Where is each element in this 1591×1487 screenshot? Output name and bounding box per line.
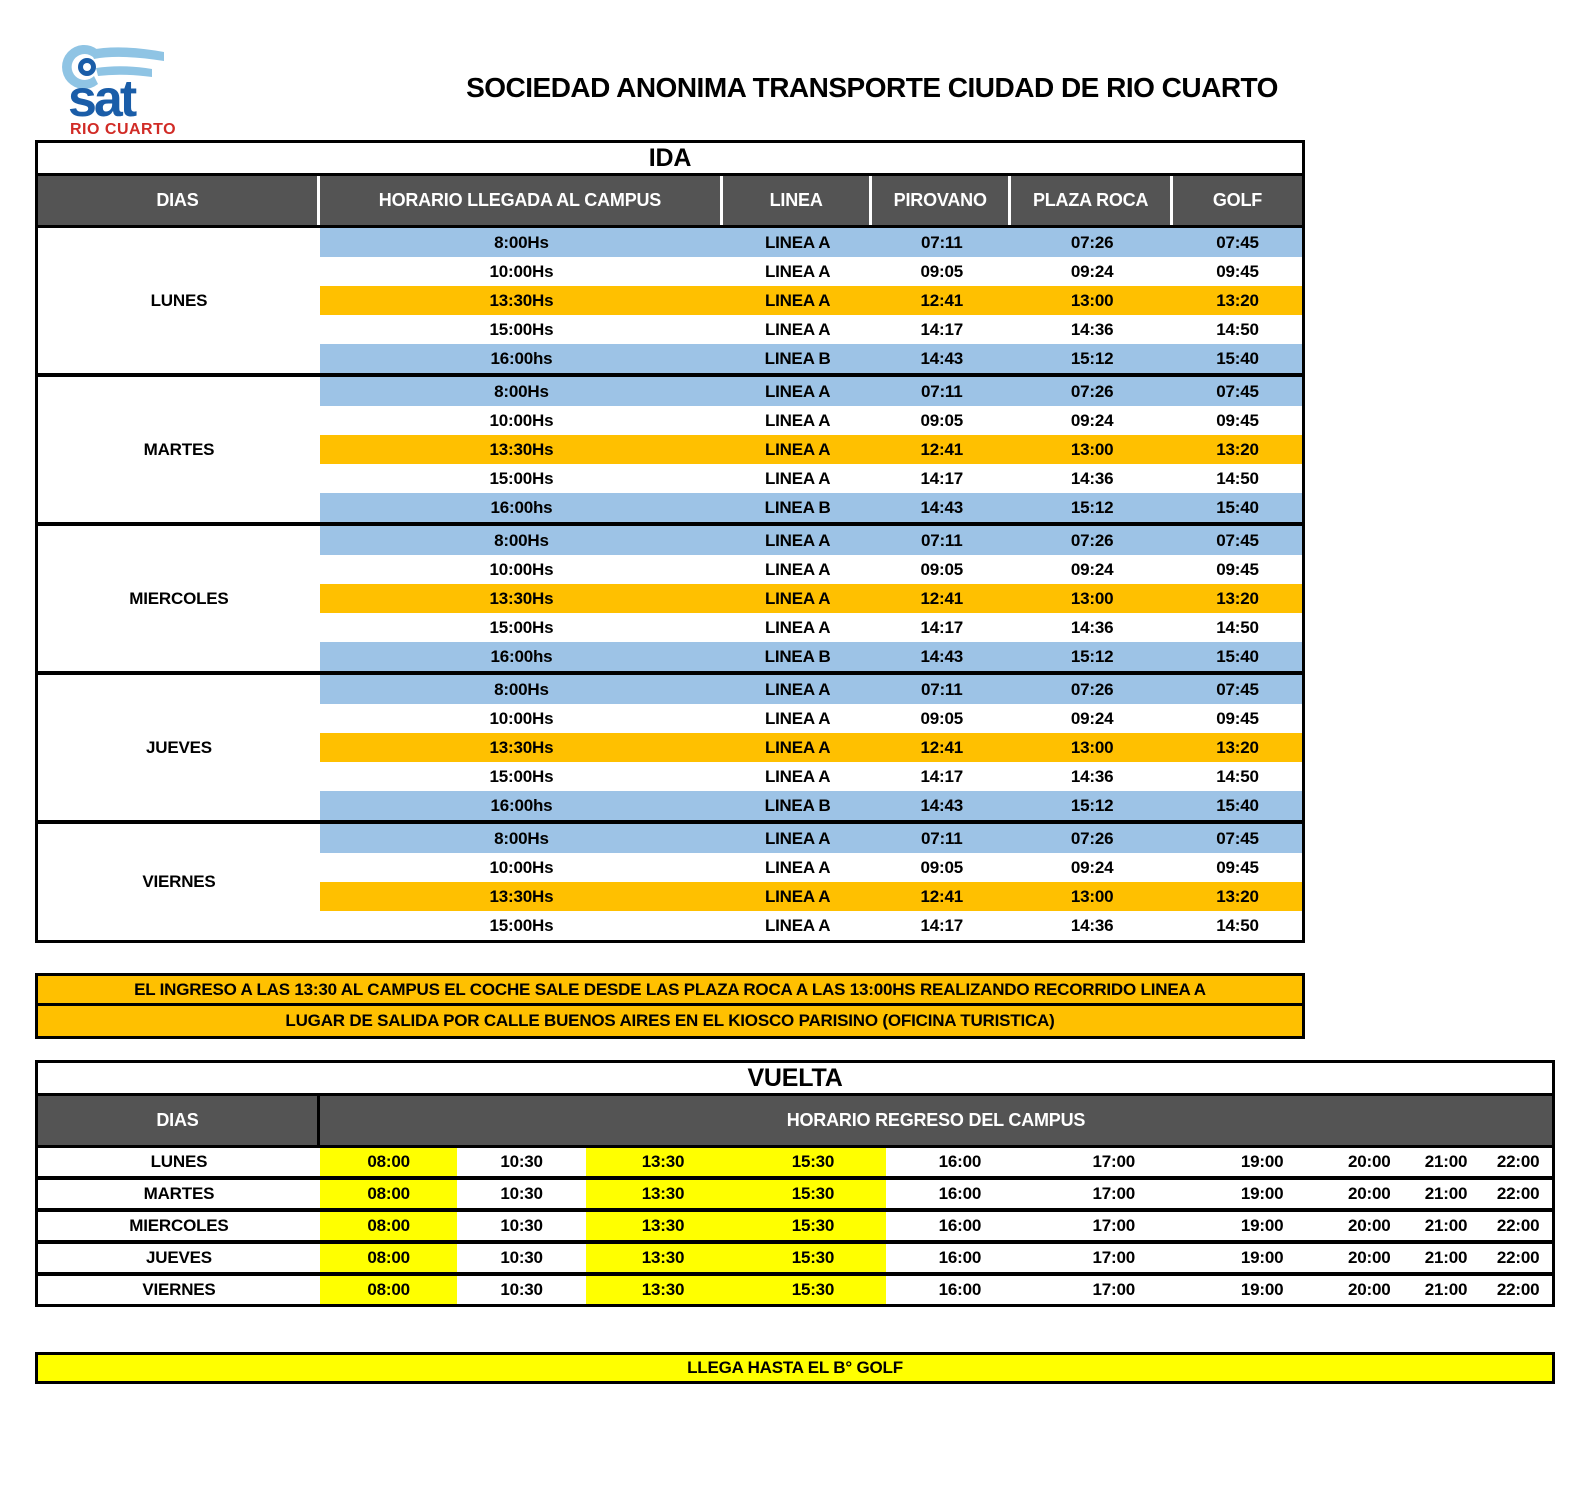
ida-cell: 09:05 [872,406,1011,435]
vuelta-time-cell: 15:30 [740,1276,885,1304]
ida-cell: 13:00 [1011,584,1173,613]
ida-cell: 07:45 [1173,377,1302,406]
ida-cell: 14:36 [1011,762,1173,791]
ida-col-header-5: GOLF [1212,190,1263,210]
ida-day-block-lunes [38,228,1302,377]
vuelta-time-cell: 15:30 [740,1148,885,1176]
ida-cell: 13:30Hs [320,584,723,613]
vuelta-time-cell: 21:00 [1424,1248,1468,1267]
ida-cell: 15:00Hs [320,315,723,344]
vuelta-time-cell: 15:30 [740,1244,885,1272]
ida-cell: 10:00Hs [320,406,723,435]
ida-cell: 07:45 [1173,824,1302,853]
ida-cell: 10:00Hs [320,555,723,584]
vuelta-time-cell: 10:30 [500,1152,543,1171]
vuelta-time-cell: 19:00 [1240,1184,1284,1203]
ida-cell: 14:36 [1011,613,1173,642]
ida-cell: 07:26 [1011,675,1173,704]
ida-day-block-jueves [38,675,1302,824]
ida-cell: 07:11 [872,675,1011,704]
vuelta-time-cell: 08:00 [320,1180,457,1208]
ida-cell: 10:00Hs [320,853,723,882]
vuelta-time-cell: 13:30 [586,1244,740,1272]
ida-cell: 07:11 [872,377,1011,406]
ida-cell: 07:45 [1173,228,1302,257]
ida-cell: 13:30Hs [320,733,723,762]
ida-cell: 07:26 [1011,228,1173,257]
vuelta-time-cell: 20:00 [1348,1280,1391,1299]
vuelta-row-martes [38,1180,1552,1208]
vuelta-time-cell: 15:30 [740,1212,885,1240]
vuelta-time-cell: 10:30 [500,1248,543,1267]
vuelta-time-cell: 22:00 [1496,1216,1540,1235]
ida-cell: 15:00Hs [320,762,723,791]
ida-cell: LINEA B [723,493,872,522]
day-label: VIERNES [38,824,320,940]
ida-cell: 16:00hs [320,642,723,671]
vuelta-time-cell: 16:00 [938,1248,982,1267]
vuelta-time-cell: 19:00 [1240,1248,1284,1267]
vuelta-time-cell: 22:00 [1496,1184,1540,1203]
ida-cell: 15:12 [1011,344,1173,373]
vuelta-row-miercoles [38,1212,1552,1240]
ida-cell: LINEA A [723,882,872,911]
ida-cell: 10:00Hs [320,257,723,286]
vuelta-col-header-horario: HORARIO REGRESO DEL CAMPUS [786,1110,1086,1130]
vuelta-time-cell: 08:00 [320,1148,457,1176]
ida-cell: 09:45 [1173,555,1302,584]
ida-cell: 13:30Hs [320,435,723,464]
notice-line-2: LUGAR DE SALIDA POR CALLE BUENOS AIRES EN EL KIOSCO PARISINO (OFICINA TURISTICA) [285,1011,1055,1030]
ida-cell: 09:24 [1011,853,1173,882]
golf-notice-bar: LLEGA HASTA EL B° GOLF [35,1352,1555,1384]
ida-cell: LINEA A [723,704,872,733]
ida-cell: LINEA A [723,733,872,762]
ida-cell: 14:43 [872,493,1011,522]
vuelta-time-cell: 19:00 [1240,1152,1284,1171]
ida-cell: LINEA A [723,675,872,704]
vuelta-time-cell: 13:30 [586,1212,740,1240]
vuelta-time-cell: 13:30 [586,1148,740,1176]
ida-cell: 12:41 [872,286,1011,315]
ida-cell: LINEA A [723,435,872,464]
ida-cell: 8:00Hs [320,824,723,853]
ida-body [38,228,1302,940]
ida-cell: LINEA A [723,406,872,435]
vuelta-day-label: JUEVES [145,1248,212,1267]
vuelta-row-viernes [38,1276,1552,1304]
ida-cell: LINEA A [723,853,872,882]
vuelta-time-cell: 16:00 [938,1152,982,1171]
ida-cell: 8:00Hs [320,526,723,555]
ida-cell: 13:00 [1011,882,1173,911]
ida-cell: 09:05 [872,704,1011,733]
ida-cell: 07:26 [1011,526,1173,555]
ida-cell: 07:26 [1011,377,1173,406]
vuelta-time-cell: 10:30 [500,1184,543,1203]
ida-cell: 07:11 [872,228,1011,257]
ida-cell: 14:17 [872,762,1011,791]
ida-cell: 12:41 [872,882,1011,911]
vuelta-time-cell: 19:00 [1240,1216,1284,1235]
ida-col-header-3: PIROVANO [872,176,1011,225]
vuelta-time-cell: 22:00 [1496,1152,1540,1171]
vuelta-row-lunes [38,1148,1552,1176]
logo-subtitle: RIO CUARTO [70,121,177,138]
ida-cell: 14:17 [872,911,1011,940]
vuelta-time-cell: 22:00 [1496,1280,1540,1299]
ida-cell: 12:41 [872,435,1011,464]
vuelta-time-cell: 17:00 [1092,1152,1135,1171]
ida-day-block-martes [38,377,1302,526]
vuelta-time-cell: 08:00 [320,1276,457,1304]
day-label: LUNES [38,228,320,373]
ida-cell: 09:24 [1011,406,1173,435]
ida-cell: 14:43 [872,791,1011,820]
vuelta-time-cell: 21:00 [1424,1280,1468,1299]
ida-cell: 09:05 [872,853,1011,882]
ida-cell: LINEA A [723,762,872,791]
ida-cell: 13:20 [1173,584,1302,613]
ida-cell: 8:00Hs [320,377,723,406]
ida-cell: LINEA A [723,257,872,286]
ida-cell: 15:12 [1011,642,1173,671]
ida-cell: 09:24 [1011,257,1173,286]
vuelta-time-cell: 20:00 [1348,1216,1391,1235]
ida-cell: 14:50 [1173,911,1302,940]
vuelta-day-label: LUNES [150,1152,208,1171]
ida-cell: LINEA A [723,286,872,315]
ida-cell: 8:00Hs [320,675,723,704]
ida-cell: 15:40 [1173,642,1302,671]
ida-cell: 13:00 [1011,435,1173,464]
vuelta-time-cell: 21:00 [1424,1216,1468,1235]
vuelta-body [38,1148,1552,1304]
ida-cell: 15:12 [1011,791,1173,820]
ida-cell: LINEA A [723,526,872,555]
vuelta-time-cell: 22:00 [1496,1248,1540,1267]
ida-cell: 07:45 [1173,526,1302,555]
vuelta-time-cell: 13:30 [586,1180,740,1208]
ida-cell: 13:20 [1173,286,1302,315]
ida-cell: LINEA B [723,642,872,671]
vuelta-day-label: VIERNES [142,1280,216,1299]
ida-day-block-viernes [38,824,1302,940]
vuelta-time-cell: 20:00 [1348,1152,1391,1171]
sat-logo-graphic [60,42,190,138]
ida-table-title: IDA [38,143,1302,176]
ida-cell: 16:00hs [320,344,723,373]
ida-cell: 15:40 [1173,344,1302,373]
vuelta-time-cell: 13:30 [586,1276,740,1304]
ida-cell: 07:11 [872,526,1011,555]
ida-col-header-1: HORARIO LLEGADA AL CAMPUS [320,176,723,225]
vuelta-day-label: MIERCOLES [129,1216,229,1235]
ida-cell: 15:12 [1011,493,1173,522]
vuelta-time-cell: 10:30 [500,1216,543,1235]
ida-cell: LINEA A [723,228,872,257]
vuelta-time-cell: 08:00 [320,1244,457,1272]
ida-cell: 14:50 [1173,613,1302,642]
ida-col-header-0: DIAS [38,176,320,225]
ida-cell: 09:45 [1173,853,1302,882]
ida-cell: 12:41 [872,733,1011,762]
ida-cell: LINEA A [723,377,872,406]
vuelta-time-cell: 21:00 [1424,1184,1468,1203]
sat-rio-cuarto-logo [60,42,190,138]
vuelta-table-title: VUELTA [38,1063,1552,1096]
vuelta-table [35,1060,1555,1307]
ida-cell: 15:00Hs [320,464,723,493]
logo-wordmark: sat [68,70,135,128]
vuelta-time-cell: 17:00 [1092,1216,1135,1235]
ida-cell: 13:20 [1173,733,1302,762]
swoosh-tail-top [90,47,164,61]
vuelta-day-label: MARTES [143,1184,215,1203]
ida-cell: 09:45 [1173,257,1302,286]
ida-cell: 09:45 [1173,704,1302,733]
ida-cell: 13:20 [1173,435,1302,464]
ida-cell: 14:50 [1173,464,1302,493]
ida-cell: LINEA A [723,613,872,642]
vuelta-time-cell: 08:00 [320,1212,457,1240]
ida-cell: LINEA A [723,911,872,940]
day-label: JUEVES [38,675,320,820]
vuelta-time-cell: 20:00 [1348,1184,1391,1203]
ida-cell: 15:40 [1173,493,1302,522]
ida-cell: 14:17 [872,613,1011,642]
ida-cell: 16:00hs [320,791,723,820]
vuelta-time-cell: 16:00 [938,1216,982,1235]
ida-cell: 8:00Hs [320,228,723,257]
vuelta-row-jueves [38,1244,1552,1272]
ida-cell: 09:24 [1011,555,1173,584]
ida-cell: 07:11 [872,824,1011,853]
ida-cell: 13:20 [1173,882,1302,911]
vuelta-time-cell: 17:00 [1092,1280,1135,1299]
ida-cell: 16:00hs [320,493,723,522]
ida-cell: 07:45 [1173,675,1302,704]
ida-cell: LINEA B [723,791,872,820]
ida-cell: 09:24 [1011,704,1173,733]
ida-cell: LINEA A [723,315,872,344]
vuelta-time-cell: 10:30 [500,1280,543,1299]
ida-cell: 14:50 [1173,762,1302,791]
vuelta-col-header-dias: DIAS [38,1096,320,1145]
vuelta-time-cell: 21:00 [1424,1152,1468,1171]
vuelta-time-cell: 17:00 [1092,1248,1135,1267]
vuelta-time-cell: 17:00 [1092,1184,1135,1203]
vuelta-time-cell: 16:00 [938,1280,982,1299]
ida-cell: 09:05 [872,257,1011,286]
ida-cell: 15:40 [1173,791,1302,820]
ida-cell: LINEA A [723,584,872,613]
ida-cell: 13:00 [1011,286,1173,315]
vuelta-time-cell: 16:00 [938,1184,982,1203]
ida-cell: 15:00Hs [320,613,723,642]
ida-cell: 14:36 [1011,315,1173,344]
ingreso-notice [35,973,1305,1039]
ida-table [35,140,1305,943]
ida-cell: 13:00 [1011,733,1173,762]
ida-col-header-4: PLAZA ROCA [1011,176,1173,225]
ida-cell: 10:00Hs [320,704,723,733]
vuelta-time-cell: 20:00 [1348,1248,1391,1267]
vuelta-time-cell: 15:30 [740,1180,885,1208]
vuelta-header-row [38,1096,1552,1148]
ida-cell: 13:30Hs [320,286,723,315]
ida-cell: 14:17 [872,464,1011,493]
ida-cell: LINEA A [723,464,872,493]
day-label: MARTES [38,377,320,522]
ida-cell: 12:41 [872,584,1011,613]
ida-cell: LINEA A [723,824,872,853]
page-title: SOCIEDAD ANONIMA TRANSPORTE CIUDAD DE RIO CUARTO [466,72,1278,103]
ida-day-block-miercoles [38,526,1302,675]
ida-cell: 14:43 [872,344,1011,373]
ida-header-row [38,176,1302,228]
ida-cell: LINEA B [723,344,872,373]
ida-cell: 09:45 [1173,406,1302,435]
ida-cell: 14:17 [872,315,1011,344]
ida-cell: 14:36 [1011,464,1173,493]
vuelta-time-cell: 19:00 [1240,1280,1284,1299]
ida-cell: 13:30Hs [320,882,723,911]
ida-cell: 14:36 [1011,911,1173,940]
ida-cell: 14:50 [1173,315,1302,344]
notice-line-1: EL INGRESO A LAS 13:30 AL CAMPUS EL COCHE SALE DESDE LAS PLAZA ROCA A LAS 13:00HS REALIZANDO RECORRIDO LINEA A [38,976,1302,1006]
ida-cell: LINEA A [723,555,872,584]
day-label: MIERCOLES [38,526,320,671]
ida-cell: 09:05 [872,555,1011,584]
ida-cell: 15:00Hs [320,911,723,940]
ida-cell: 14:43 [872,642,1011,671]
ida-col-header-2: LINEA [723,176,872,225]
ida-cell: 07:26 [1011,824,1173,853]
